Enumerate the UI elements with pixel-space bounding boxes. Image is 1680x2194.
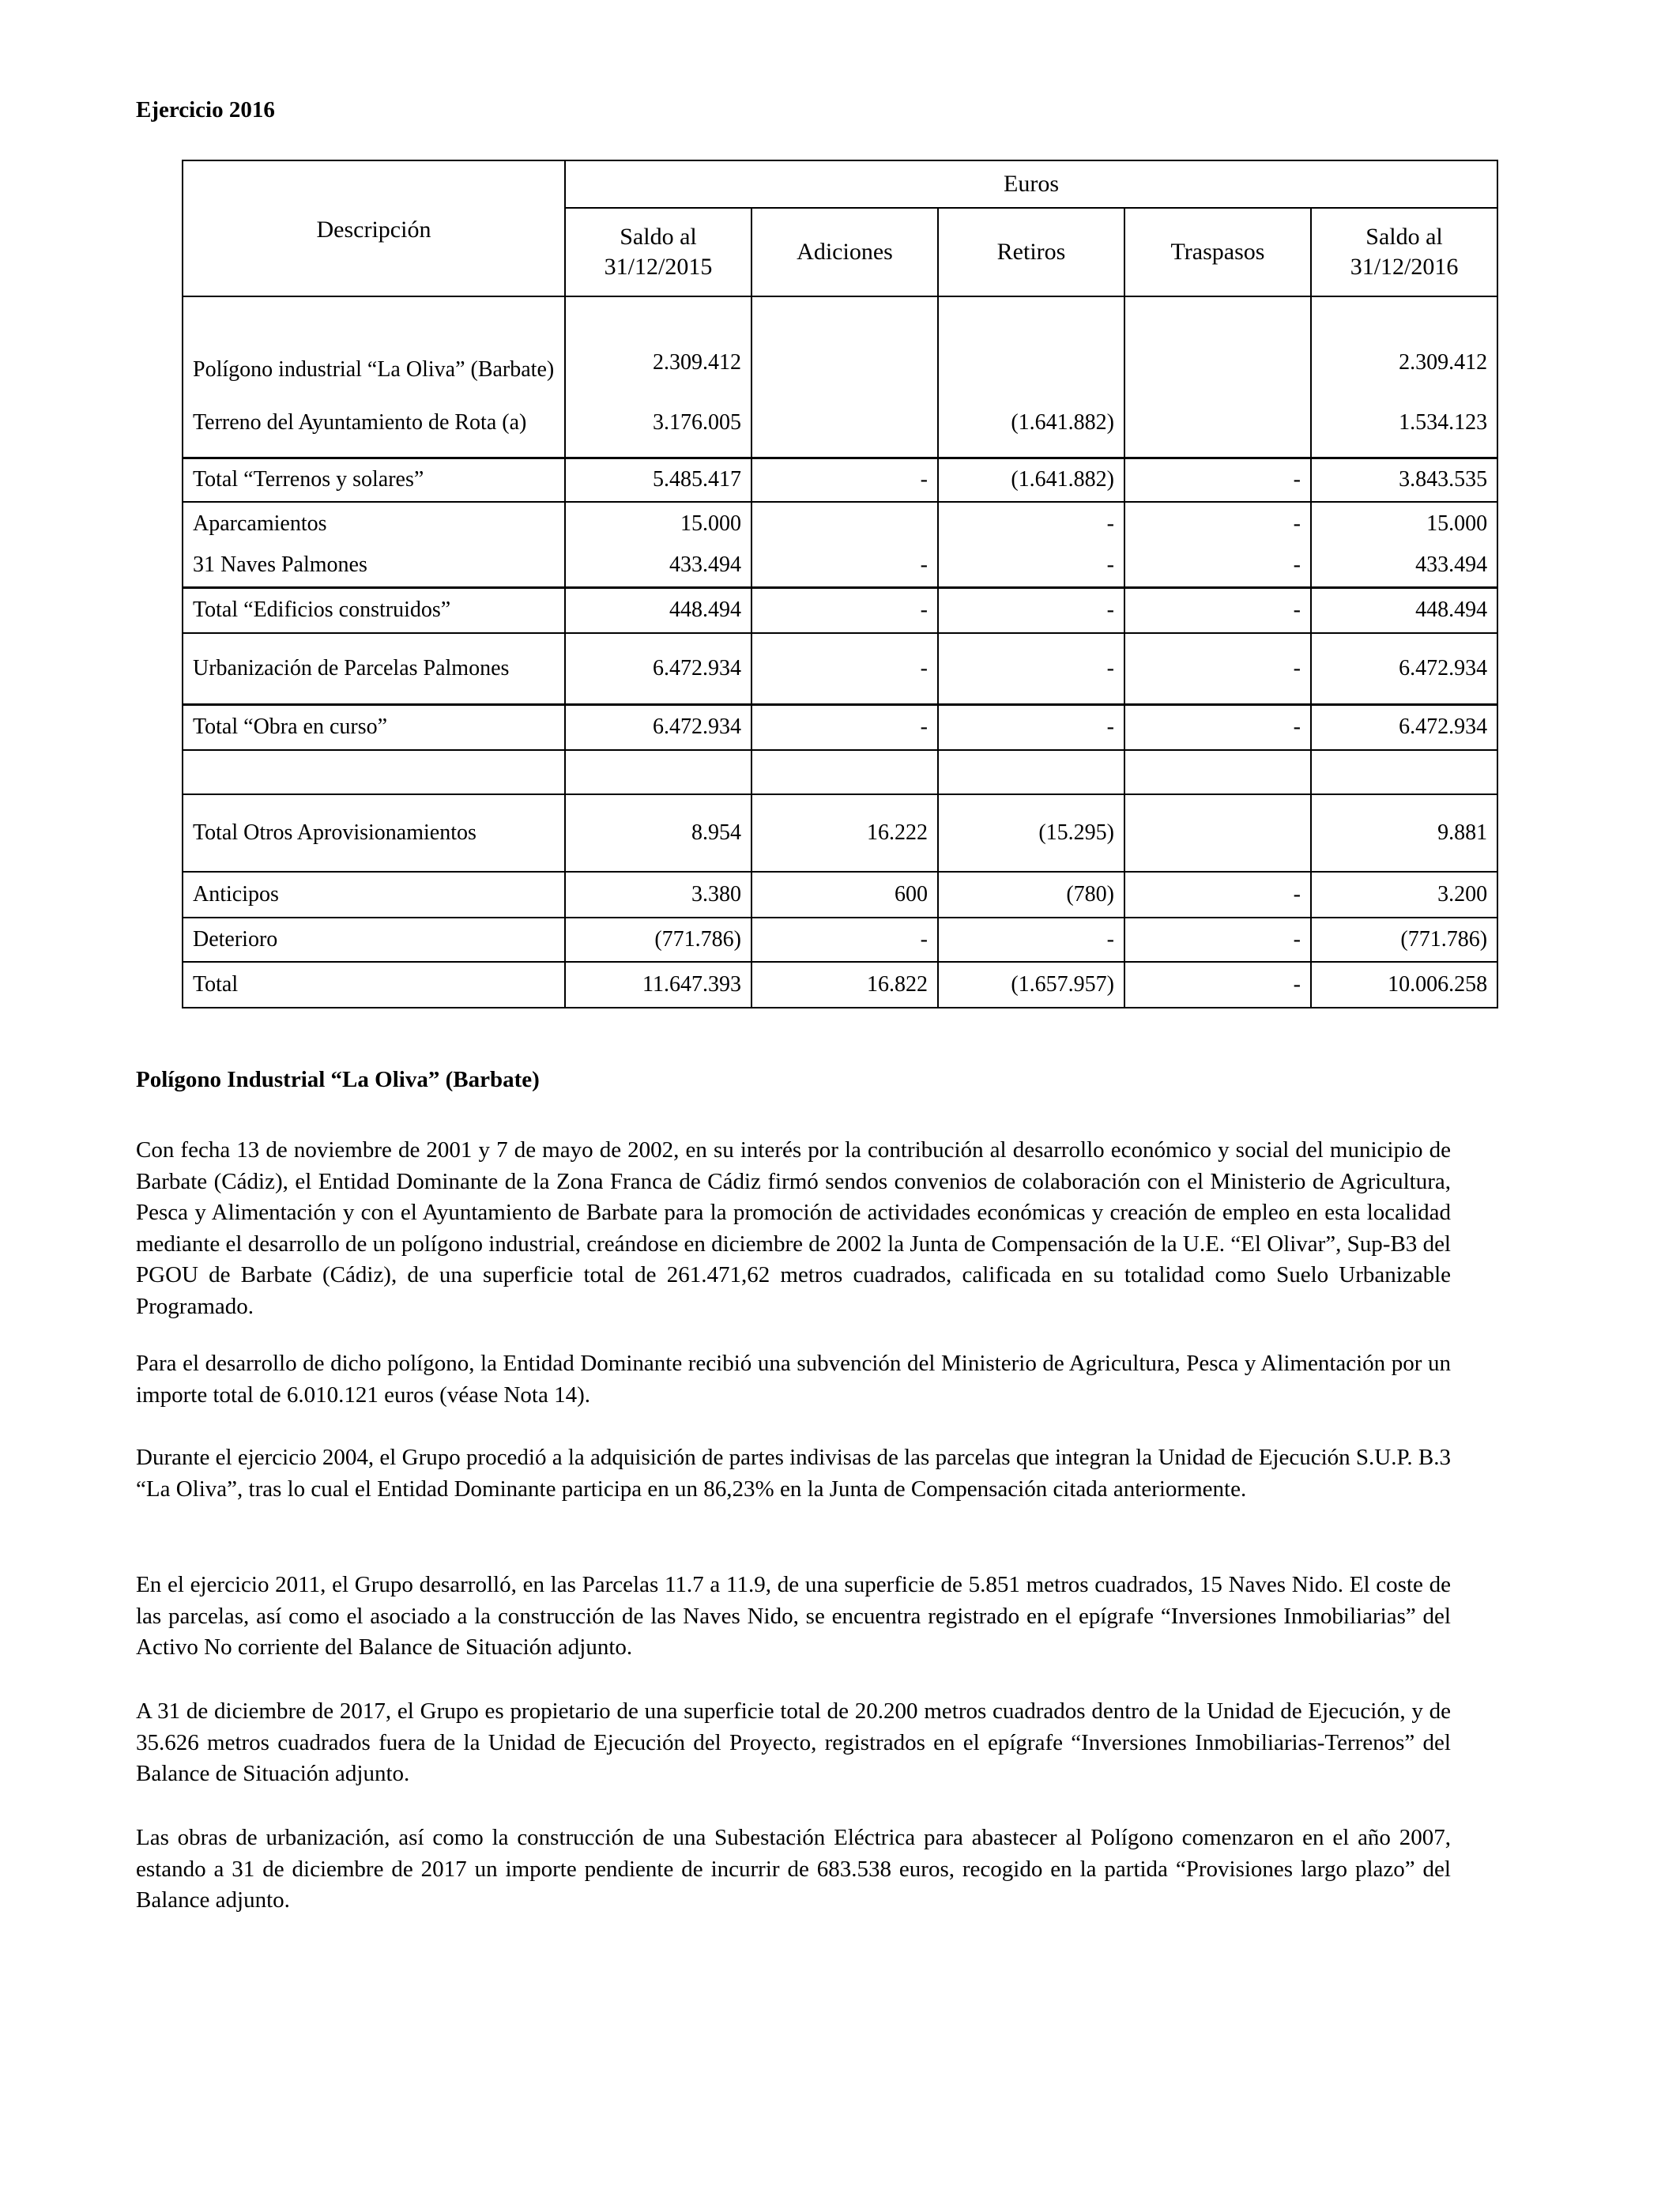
cell-saldo-2016: 448.494	[1311, 587, 1497, 633]
paragraph: Para el desarrollo de dicho polígono, la Entidad Dominante recibió una subvención del Ministerio de Agricultura, Pesca y Alimentación por un importe total de 6.010.121 euros (véase Nota 14).	[136, 1351, 1451, 1408]
row-label: Total “Obra en curso”	[183, 704, 565, 750]
col-header-traspasos: Traspasos	[1124, 208, 1311, 296]
row-label: Total Otros Aprovisionamientos	[183, 794, 565, 872]
cell-adiciones: -	[751, 704, 938, 750]
cell-traspasos: -	[1124, 458, 1311, 502]
cell-traspasos: -	[1124, 633, 1311, 704]
table-header-row	[183, 160, 1497, 208]
cell-saldo-2015: 6.472.934	[565, 704, 751, 750]
row-label: Polígono industrial “La Oliva” (Barbate)	[183, 296, 565, 390]
balance-table	[182, 160, 1498, 1008]
empty-cell	[938, 750, 1124, 794]
cell-adiciones: -	[751, 918, 938, 962]
cell-retiros: (1.641.882)	[938, 390, 1124, 458]
empty-cell	[183, 750, 565, 794]
cell-saldo-2016: 6.472.934	[1311, 633, 1497, 704]
cell-traspasos	[1124, 390, 1311, 458]
col-header-retiros: Retiros	[938, 208, 1124, 296]
row-label: Terreno del Ayuntamiento de Rota (a)	[183, 390, 565, 458]
paragraph: En el ejercicio 2011, el Grupo desarrolló, en las Parcelas 11.7 a 11.9, de una superficie de 5.851 metros cuadrados, 15 Naves Nido. El coste de las parcelas, así como el asociado a la construcción de las Naves Nido, se encuentra registrado en el epígrafe “Inversiones Inmobiliarias” del Activo No corriente del Balance de Situación adjunto.	[136, 1572, 1451, 1660]
cell-adiciones: -	[751, 587, 938, 633]
table-row-grand-total	[183, 962, 1497, 1008]
cell-adiciones: -	[751, 458, 938, 502]
cell-adiciones: 16.822	[751, 962, 938, 1008]
col-header-saldo-2015: Saldo al 31/12/2015	[565, 208, 751, 296]
cell-retiros: -	[938, 545, 1124, 587]
cell-saldo-2016: 9.881	[1311, 794, 1497, 872]
cell-saldo-2015: 2.309.412	[565, 296, 751, 390]
table-row	[183, 296, 1497, 390]
cell-saldo-2015: 448.494	[565, 587, 751, 633]
row-label: 31 Naves Palmones	[183, 545, 565, 587]
empty-cell	[1311, 750, 1497, 794]
cell-adiciones	[751, 390, 938, 458]
empty-cell	[751, 750, 938, 794]
cell-traspasos: -	[1124, 918, 1311, 962]
descripcion-header: Descripción	[183, 160, 565, 296]
cell-adiciones: 16.222	[751, 794, 938, 872]
cell-saldo-2015: 433.494	[565, 545, 751, 587]
table-row-empty	[183, 750, 1497, 794]
cell-adiciones: -	[751, 545, 938, 587]
cell-adiciones	[751, 502, 938, 545]
col-header-adiciones: Adiciones	[751, 208, 938, 296]
row-label: Total “Terrenos y solares”	[183, 458, 565, 502]
table-row	[183, 872, 1497, 918]
cell-saldo-2015: 8.954	[565, 794, 751, 872]
cell-saldo-2016: 2.309.412	[1311, 296, 1497, 390]
cell-saldo-2016: 6.472.934	[1311, 704, 1497, 750]
cell-saldo-2016: 3.200	[1311, 872, 1497, 918]
cell-retiros: (1.657.957)	[938, 962, 1124, 1008]
cell-traspasos: -	[1124, 962, 1311, 1008]
cell-saldo-2015: 3.176.005	[565, 390, 751, 458]
cell-retiros: -	[938, 704, 1124, 750]
cell-traspasos: -	[1124, 704, 1311, 750]
cell-saldo-2015: 6.472.934	[565, 633, 751, 704]
row-label: Urbanización de Parcelas Palmones	[183, 633, 565, 704]
cell-saldo-2015: (771.786)	[565, 918, 751, 962]
cell-traspasos: -	[1124, 872, 1311, 918]
paragraph: A 31 de diciembre de 2017, el Grupo es propietario de una superficie total de 20.200 metros cuadrados dentro de la Unidad de Ejecución, y de 35.626 metros cuadrados fuera de la Unidad de Ejecución del Proyecto, registrados en el epígrafe “Inversiones Inmobiliarias-Terrenos” del Balance de Situación adjunto.	[136, 1698, 1451, 1786]
table-row	[183, 633, 1497, 704]
cell-saldo-2015: 11.647.393	[565, 962, 751, 1008]
cell-retiros: (780)	[938, 872, 1124, 918]
paragraph: Las obras de urbanización, así como la construcción de una Subestación Eléctrica para abastecer al Polígono comenzaron en el año 2007, estando a 31 de diciembre de 2017 un importe pendiente de incurrir de 683.538 euros, recogido en la partida “Provisiones largo plazo” del Balance adjunto.	[136, 1825, 1451, 1913]
cell-adiciones: -	[751, 633, 938, 704]
table-row	[183, 794, 1497, 872]
empty-cell	[1124, 750, 1311, 794]
cell-adiciones	[751, 296, 938, 390]
col-header-saldo-2016: Saldo al 31/12/2016	[1311, 208, 1497, 296]
paragraph: Con fecha 13 de noviembre de 2001 y 7 de mayo de 2002, en su interés por la contribución al desarrollo económico y social del municipio de Barbate (Cádiz), el Entidad Dominante de la Zona Franca de Cádiz firmó sendos convenios de colaboración con el Ministerio de Agricultura, Pesca y Alimentación y con el Ayuntamiento de Barbate para la promoción de actividades económicas y creación de empleo en esta localidad mediante el desarrollo de un polígono industrial, creándose en diciembre de 2002 la Junta de Compensación de la U.E. “El Olivar”, Sup-B3 del PGOU de Barbate (Cádiz), de una superficie total de 261.471,62 metros cuadrados, calificada en su totalidad como Suelo Urbanizable Programado.	[136, 1137, 1451, 1319]
cell-retiros: -	[938, 502, 1124, 545]
table-row-total	[183, 704, 1497, 750]
cell-traspasos	[1124, 794, 1311, 872]
table-row-total	[183, 458, 1497, 502]
cell-saldo-2016: 433.494	[1311, 545, 1497, 587]
cell-retiros: (15.295)	[938, 794, 1124, 872]
cell-saldo-2016: 15.000	[1311, 502, 1497, 545]
table-row	[183, 502, 1497, 545]
cell-retiros	[938, 296, 1124, 390]
table-row-total	[183, 587, 1497, 633]
cell-saldo-2016: 3.843.535	[1311, 458, 1497, 502]
cell-traspasos: -	[1124, 502, 1311, 545]
cell-saldo-2016: (771.786)	[1311, 918, 1497, 962]
cell-saldo-2015: 3.380	[565, 872, 751, 918]
cell-saldo-2016: 10.006.258	[1311, 962, 1497, 1008]
table-row	[183, 545, 1497, 587]
cell-traspasos: -	[1124, 587, 1311, 633]
row-label: Deterioro	[183, 918, 565, 962]
cell-saldo-2015: 15.000	[565, 502, 751, 545]
cell-retiros: (1.641.882)	[938, 458, 1124, 502]
page-heading: Ejercicio 2016	[136, 97, 275, 123]
cell-traspasos: -	[1124, 545, 1311, 587]
row-label: Aparcamientos	[183, 502, 565, 545]
cell-retiros: -	[938, 587, 1124, 633]
cell-traspasos	[1124, 296, 1311, 390]
section-heading: Polígono Industrial “La Oliva” (Barbate)	[136, 1067, 540, 1092]
cell-saldo-2016: 1.534.123	[1311, 390, 1497, 458]
row-label: Total	[183, 962, 565, 1008]
euros-header: Euros	[565, 160, 1497, 208]
cell-retiros: -	[938, 633, 1124, 704]
cell-adiciones: 600	[751, 872, 938, 918]
cell-saldo-2015: 5.485.417	[565, 458, 751, 502]
cell-retiros: -	[938, 918, 1124, 962]
row-label: Total “Edificios construidos”	[183, 587, 565, 633]
row-label: Anticipos	[183, 872, 565, 918]
table-row	[183, 390, 1497, 458]
paragraph: Durante el ejercicio 2004, el Grupo procedió a la adquisición de partes indivisas de las parcelas que integran la Unidad de Ejecución S.U.P. B.3 “La Oliva”, tras lo cual el Entidad Dominante participa en un 86,23% en la Junta de Compensación citada anteriormente.	[136, 1445, 1451, 1502]
empty-cell	[565, 750, 751, 794]
table-row	[183, 918, 1497, 962]
